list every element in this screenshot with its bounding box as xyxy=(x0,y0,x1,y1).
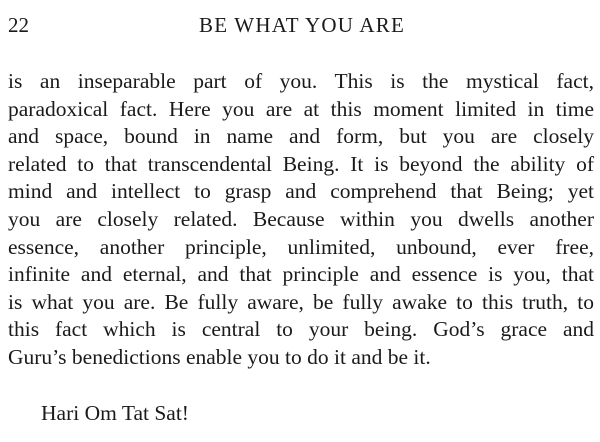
text-line: paradoxical fact. Here you are at this moment limited in time xyxy=(8,96,594,121)
text-line: infinite and eternal, and that principle and essence is you, that xyxy=(8,262,594,287)
text-line: essence, another principle, unlimited, unbound, ever free, xyxy=(8,234,594,259)
text-line: related to that transcendental Being. It is beyond the ability of xyxy=(8,151,594,176)
text-line: Guru’s benedictions enable you to do it and be it. xyxy=(8,344,431,369)
closing-line: Hari Om Tat Sat! xyxy=(41,401,189,425)
text-line: is an inseparable part of you. This is the mystical fact, xyxy=(8,69,594,93)
text-line: you are closely related. Because within you dwells another xyxy=(8,206,594,231)
text-line: is what you are. Be fully aware, be fully awake to this truth, to xyxy=(8,289,594,314)
running-title: BE WHAT YOU ARE xyxy=(199,13,406,37)
text-line: this fact which is central to your being. God’s grace and xyxy=(8,317,594,342)
page-number: 22 xyxy=(8,13,29,37)
text-line: and space, bound in name and form, but you are closely xyxy=(8,124,594,149)
text-line: mind and intellect to grasp and comprehend that Being; yet xyxy=(8,179,594,204)
running-header xyxy=(8,10,594,40)
body-paragraph xyxy=(8,68,594,372)
